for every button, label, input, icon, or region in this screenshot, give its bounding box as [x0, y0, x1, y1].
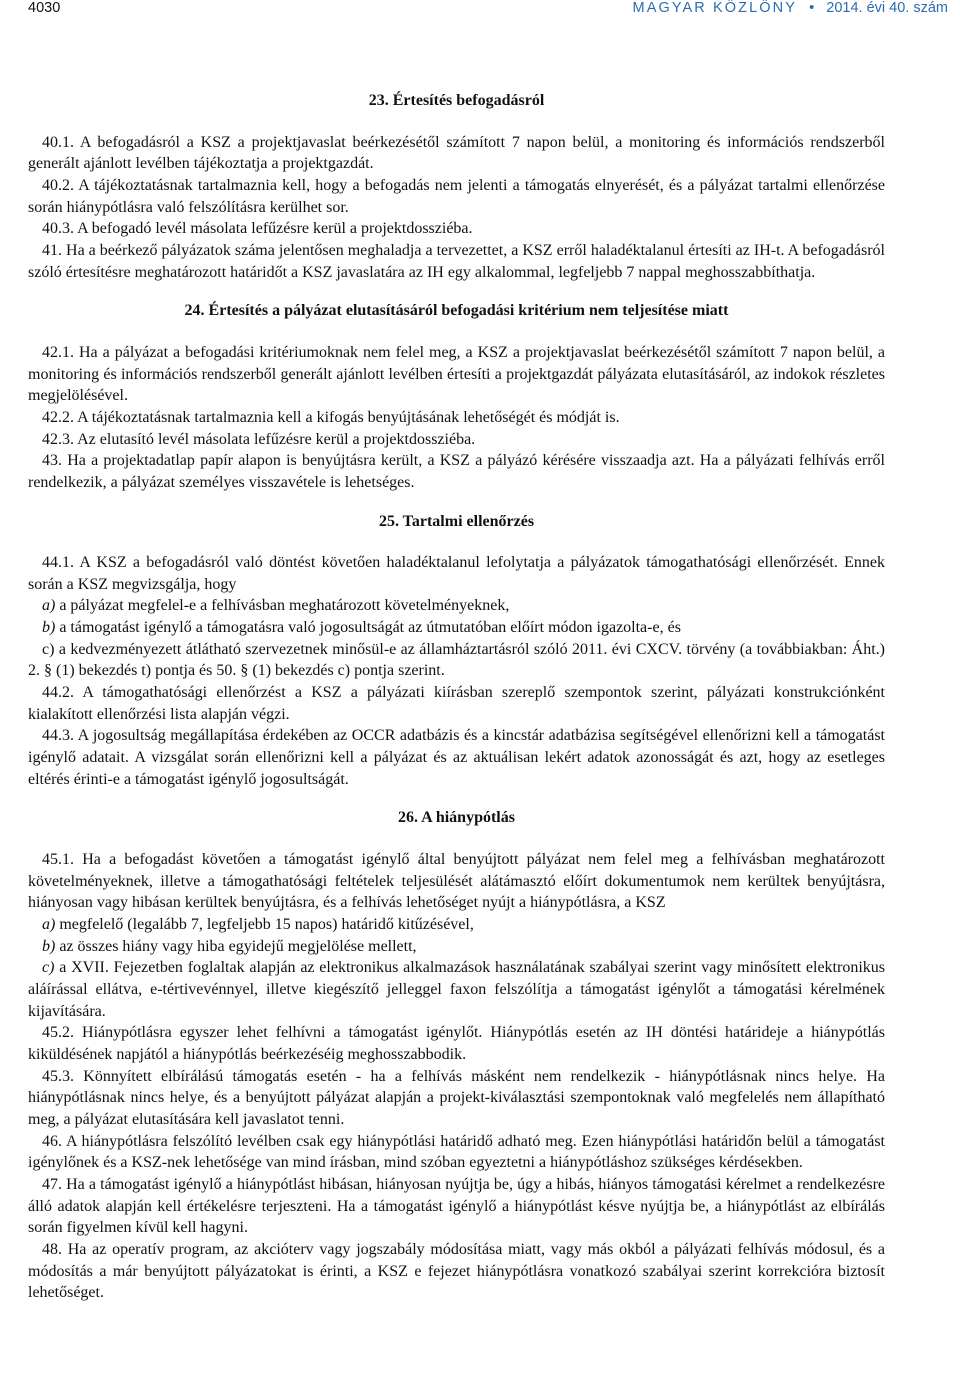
list-item-45-c [28, 957, 885, 1022]
paragraph-40-1: 40.1. A befogadásról a KSZ a projektjavaslat beérkezésétől számított 7 napon belül, a monitoring és információs rendszerből generált ajánlott levélben tájékoztatja a projektgazdát. [28, 133, 885, 173]
paragraph-44-1: 44.1. A KSZ a befogadásról való döntést követően haladéktalanul lefolytatja a pályázatok támogathatósági ellenőrzését. Ennek során a KSZ megvizsgálja, hogy [28, 554, 885, 593]
item-letter: b) [42, 619, 56, 637]
journal-issue: 2014. évi 40. szám [826, 0, 948, 16]
paragraph-42-2: 42.2. A tájékoztatásnak tartalmaznia kell a kifogás benyújtásának lehetőségét és módját is. [42, 408, 620, 426]
item-letter: c) [42, 640, 55, 658]
item-text: megfelelő (legalább 7, legfeljebb 15 napos) határidő kitűzésével, [55, 916, 474, 933]
item-text: a pályázat megfelel-e a felhívásban meghatározott követelményeknek, [55, 597, 510, 615]
document-body [28, 90, 885, 1304]
paragraph-40-2: 40.2. A tájékoztatásnak tartalmaznia kell, hogy a befogadás nem jelenti a támogatás elnyerését, és a pályázat tartalmi ellenőrzése során hiánypótlásra való felszólításra kerülhet sor. [28, 176, 885, 216]
running-header [28, 0, 948, 22]
paragraph-42-3: 42.3. Az elutasító levél másolata lefűzésre kerül a projektdossziéba. [42, 430, 476, 448]
item-letter: a) [42, 597, 56, 615]
journal-name: MAGYAR KÖZLÖNY [632, 0, 798, 16]
section-title-23: 23. Értesítés befogadásról [368, 92, 545, 109]
item-text: a támogatást igénylő a támogatásra való jogosultságát az útmutatóban előírt módon igazolta-e, és [55, 619, 681, 637]
paragraph-42-1: 42.1. Ha a pályázat a befogadási kritériumoknak nem felel meg, a KSZ a projektjavaslat beérkezésétől számított 7 napon belül, a monitoring és információs rendszerből generált ajánlott levélben értesíti a projektgazdát pályázata elutasításáról, az indokok részletes megjelölésével. [28, 343, 885, 405]
item-text: az összes hiány vagy hiba egyidejű megjelölése mellett, [55, 937, 417, 955]
section-title-26: 26. A hiánypótlás [398, 809, 515, 827]
paragraph-44-2: 44.2. A támogathatósági ellenőrzést a KSZ a pályázati kiírásban szereplő szempontok szerint, pályázati konstrukciónként kialakított ellenőrzési lista alapján végzi. [28, 684, 885, 723]
paragraph-43: 43. Ha a projektadatlap papír alapon is benyújtásra került, a KSZ a pályázó kérésére visszaadja azt. Ha a pályázati felhívás erről rendelkezik, a pályázat személyes visszavétele is lehetséges. [28, 452, 885, 491]
journal-info [633, 0, 948, 16]
list-item-44-b [28, 617, 885, 639]
paragraph-45-2: 45.2. Hiánypótlásra egyszer lehet felhívni a támogatást igénylőt. Hiánypótlás esetén az IH döntési határideje a hiánypótlás kiküldésének napjától a hiánypótlás beérkezéséig meghosszabbodik. [28, 1024, 885, 1063]
paragraph-45-1: 45.1. Ha a befogadást követően a támogatást igénylő által benyújtott pályázat nem felel meg a felhívásban meghatározott követelményeknek, illetve a támogathatósági feltételek teljesülését alátámasztó előírt dokumentumok nem kerültek benyújtásra, hiányosan vagy hibásan kerültek benyújtásra, és a felhívás lehetőséget nyújt a hiánypótlásra, a KSZ [28, 851, 885, 912]
list-item-44-c [28, 639, 885, 682]
item-text: a kedvezményezett átlátható szervezetnek minősül-e az államháztartásról szóló 2011. évi CXCV. törvény (a továbbiakban: Áht.) 2. § (1) bekezdés t) pontja és 50. § (1) bekezdés c) pontja szerint. [28, 640, 885, 680]
section-title-24: 24. Értesítés a pályázat elutasításáról befogadási kritérium nem teljesítése miatt [184, 302, 729, 320]
item-text: a XVII. Fejezetben foglaltak alapján az elektronikus alkalmazások használatának szabályai szerint vagy minősített elektronikus aláírással ellátva, e-tértivevénnyel, illetve kiegészítő jelleggel faxon felszólítja a támogatást igénylőt a támogatási kérelmének kijavítására. [28, 959, 885, 1020]
paragraph-46: 46. A hiánypótlásra felszólító levélben csak egy hiánypótlási határidő adható meg. Ezen hiánypótlási határidőn belül a támogatást igénylőnek és a KSZ-nek lehetősége van mind írásban, mind szóban egyeztetni a hiánypótláshoz szükséges kérdésekben. [28, 1132, 885, 1172]
page-number: 4030 [28, 0, 61, 16]
item-letter: a) [42, 916, 56, 933]
paragraph-47: 47. Ha a támogatást igénylő a hiánypótlást hibásan, hiányosan nyújtja be, úgy a hibás, hiányos támogatási kérelmet a rendelkezésre álló adatok alapján kell értékelésre terjeszteni. Ha a támogatást igénylő a hiánypótlást késve nyújtja be, a hiánypótlást az elbírálás során figyelmen kívül kell hagyni. [28, 1175, 885, 1237]
item-letter: b) [42, 937, 56, 955]
item-letter: c) [42, 959, 55, 977]
paragraph-40-3: 40.3. A befogadó levél másolata lefűzésre kerül a projektdossziéba. [42, 220, 473, 238]
list-item-45-a [28, 914, 885, 936]
paragraph-44-3: 44.3. A jogosultság megállapítása érdekében az OCCR adatbázis és a kincstár adatbázisa segítségével ellenőrizni kell a támogatást igénylő adatait. A vizsgálat során ellenőrizni kell a pályázat és az aktuálisan lekért adatok azonosságát és azt, hogy az esetleges eltérés érinti-e a támogatást igénylő jogosultságát. [28, 727, 885, 788]
section-title-25: 25. Tartalmi ellenőrzés [378, 512, 535, 530]
paragraph-45-3: 45.3. Könnyített elbírálású támogatás esetén - ha a felhívás másként nem rendelkezik - hiánypótlásnak nincs helye. Ha hiánypótlásnak nincs helye, és a benyújtott pályázat alapján a projekt-kiválasztási szempontoknak való megfelelés nem állapítható meg, a pályázat elutasítására kell javaslatot tenni. [28, 1067, 885, 1128]
paragraph-41: 41. Ha a beérkező pályázatok száma jelentősen meghaladja a tervezettet, a KSZ erről haladéktalanul értesíti az IH-t. A befogadásról szóló értesítésre meghatározott határidőt a KSZ javaslatára az IH egy alkalommal, legfeljebb 7 nappal meghosszabbíthatja. [28, 241, 885, 281]
paragraph-48: 48. Ha az operatív program, az akcióterv vagy jogszabály módosítása miatt, vagy más okból a pályázati felhívás módosul, és a módosítás a már benyújtott pályázatokat is érinti, a KSZ e fejezet hiánypótlásra vonatkozó szabályai szerint korrekcióra biztosít lehetőséget. [28, 1240, 885, 1302]
list-item-45-b [28, 936, 885, 958]
list-item-44-a [28, 595, 885, 617]
header-separator: • [809, 0, 815, 16]
